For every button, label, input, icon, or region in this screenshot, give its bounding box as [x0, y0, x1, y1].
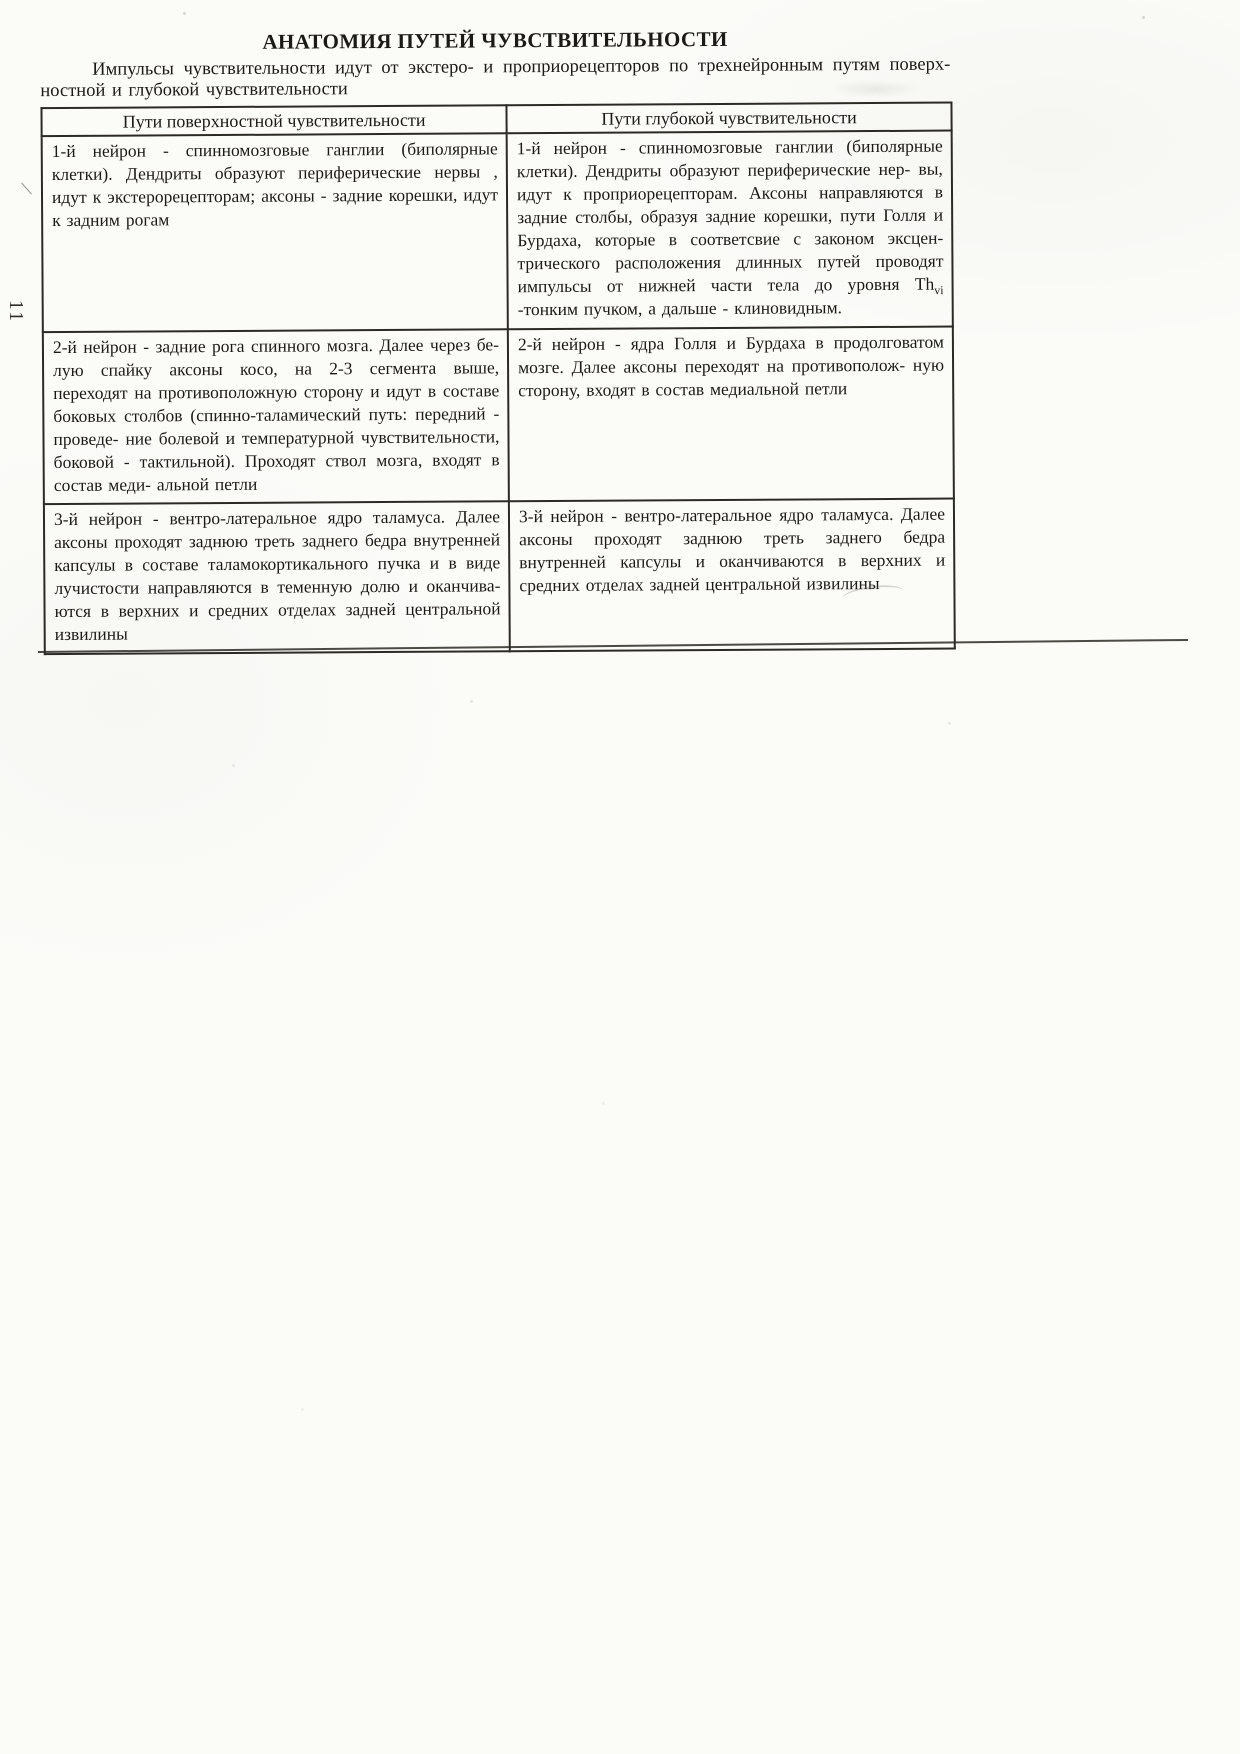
- scan-artifact-speck: [301, 1408, 304, 1411]
- cell-neuron3-superficial: 3-й нейрон - вентро-латеральное ядро таламуса. Далее аксоны проходят заднюю треть заднего бедра внутренней капсулы в составе таламокортикального пучка и в виде лучистости направляются в теменную долю и оканчива- ются в верхних и средних отделах задней центральной извилины: [44, 501, 510, 654]
- table-row-neuron-2: [43, 327, 954, 505]
- cell-neuron1-deep-text-end: -тонким пучком, а дальше - клиновидным.: [517, 297, 843, 320]
- page-number: 11: [5, 299, 28, 324]
- cell-neuron2-superficial: 2-й нейрон - задние рога спинного мозга. Далее через бе- лую спайку аксоны косо, на 2-3 сегмента выше, переходят на противоположную сторону и идут в составе боковых столбов (спинно-таламический путь: передний - проведе- ние болевой и температурной чувствительности, боковой - тактильной). Проходят ствол мозга, входят в состав меди- альной петли: [43, 329, 509, 504]
- intro-paragraph: Импульсы чувствительности идут от экстеро- и проприорецепторов по трехнейронным путям поверх- ностной и глубокой чувствительности: [40, 54, 951, 102]
- table-row-neuron-1: [42, 131, 953, 333]
- document-title: АНАТОМИЯ ПУТЕЙ ЧУВСТВИТЕЛЬНОСТИ: [262, 26, 728, 54]
- scan-artifact-speck: [183, 12, 186, 15]
- sensitivity-pathways-table: [40, 102, 955, 656]
- cell-neuron2-deep: 2-й нейрон - ядра Голля и Бурдаха в продолговатом мозге. Далее аксоны переходят на противополож- ную сторону, входят в состав медиальной петли: [508, 327, 954, 502]
- scan-artifact-speck: [948, 722, 951, 725]
- cell-neuron1-deep: [507, 131, 953, 330]
- th-level-subscript: vi: [934, 283, 944, 298]
- column-header-deep-pathways: Пути глубокой чувствительности: [506, 103, 951, 134]
- scan-artifact-speck: [470, 700, 473, 703]
- scan-artifact-speck: [602, 1102, 605, 1105]
- scan-artifact-pen-mark: [21, 183, 32, 195]
- cell-neuron1-superficial: 1-й нейрон - спинномозговые ганглии (биполярные клетки). Дендриты образуют периферические нервы , идут к экстерорецепторам; аксоны - задние корешки, идут к задним рогам: [42, 133, 508, 332]
- column-header-superficial-pathways: Пути поверхностной чувствительности: [41, 105, 506, 136]
- cell-neuron3-deep: 3-й нейрон - вентро-латеральное ядро таламуса. Далее аксоны проходят заднюю треть заднего бедра внутренней капсулы и оканчиваются в верхних и средних отделах задней центральной извилины: [509, 499, 955, 652]
- scan-artifact-speck: [232, 764, 235, 767]
- cell-neuron1-deep-text: 1-й нейрон - спинномозговые ганглии (биполярные клетки). Дендриты образуют периферические нер- вы, идут к проприорецепторам. Аксоны направляются в задние столбы, образуя задние корешки, пути Голля и Бурдаха, которые в соответсвие с законом эксцен- трического расположения длинных путей проводят импульсы от нижней части тела до уровня Th: [516, 135, 944, 297]
- scan-artifact-speck: [1142, 16, 1145, 19]
- table-row-neuron-3: [44, 499, 955, 655]
- document-content: [40, 25, 954, 656]
